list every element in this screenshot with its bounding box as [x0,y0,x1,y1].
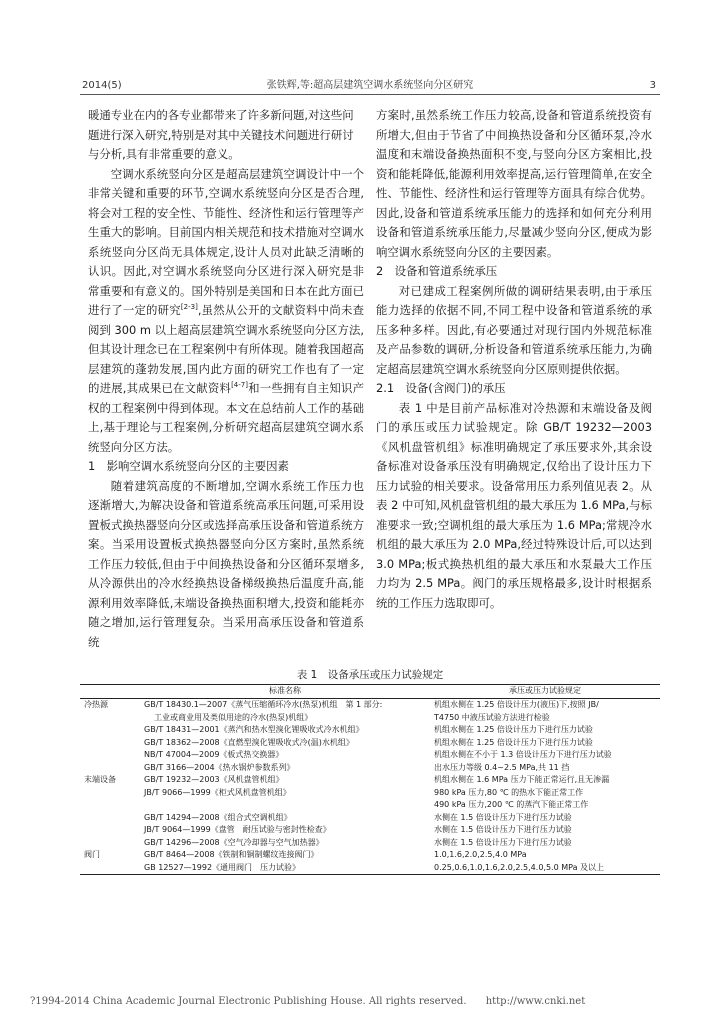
header-requirement: 承压或压力试验规定 [430,685,660,699]
cell-standard: GB/T 18430.1—2007《蒸气压缩循环冷水(热泵)机组 第 1 部分: [144,700,383,709]
cell-category [80,749,140,762]
cell-category: 末端设备 [84,775,116,784]
citation: [2-3] [180,303,198,312]
cell-standard: 工业或商业用及类似用途的冷水(热泵)机组》 [154,712,313,722]
cell-requirement: 机组水侧在 1.25 倍设计压力(液压)下,按照 JB/ [434,700,599,709]
cell-requirement: 水侧在 1.5 倍设计压力下进行压力试验 [434,837,572,847]
copyright-text: ?1994-2014 China Academic Journal Electronic Publishing House. All rights reserved. [30,996,467,1007]
cell-standard: GB/T 14296—2008《空气冷却器与空气加热器》 [144,837,324,847]
cell-standard: GB/T 14294—2008《组合式空调机组》 [144,812,292,822]
header-standard: 标准名称 [140,685,430,699]
cell-category [80,737,140,750]
table-row [80,824,660,837]
page-number: 3 [649,80,656,91]
cell-category [80,712,140,725]
table-header-row [80,685,660,699]
running-header [80,78,660,95]
running-title: 张铁辉,等:超高层建筑空调水系统竖向分区研究 [266,80,474,91]
table-row [80,837,660,850]
cell-requirement: 机组水侧在 1.25 倍设计压力下进行压力试验 [434,737,593,747]
right-column [376,106,652,613]
section-heading: 1 影响空调水系统竖向分区的主要因素 [88,459,289,473]
footer-url: http://www.cnki.net [485,996,586,1007]
paragraph: 表 1 中是目前产品标准对冷热源和末端设备及阀门的承压或压力试验规定。除 GB/T 19232—2003《风机盘管机组》标准明确规定了承压要求外,其余设备标准对设备承压没有明确规定,仅给出了设计压力下压力试验的相关要求。设备常用压力系列值见表 2。从表 2 中可知,风机盘管机组的最大承压为 1.6 MPa,与标准要求一致;空调机组的最大承压为 1.6 MPa;常规冷水机组的最大承压为 2.0 MPa,经过特殊设计后,可以达到 3.0 MPa;板式换热机组的最大承压和水泵最大工作压力均为 2.5 MPa。阀门的承压规格最多,设计时根据系统的工作压力选取即可。 [376,400,652,610]
cell-category: 阀门 [84,850,100,859]
paragraph-continued: 暖通专业在内的各专业都带来了许多新问题,对这些问题进行深入研究,特别是对其中关键技术问题进行研讨与分析,具有非常重要的意义。 [88,108,354,161]
cell-requirement: 机组水侧在 1.25 倍设计压力下进行压力试验 [434,725,593,734]
cell-standard: GB/T 18431—2001《蒸汽和热水型溴化锂吸收式冷水机组》 [144,725,364,734]
cell-category: 冷热源 [84,700,108,709]
cell-category [80,799,140,812]
cell-standard: JB/T 9064—1999《盘管 耐压试验与密封性检查》 [144,825,331,834]
cell-standard: GB/T 19232—2003《风机盘管机组》 [144,775,284,784]
table-row [80,724,660,737]
cell-category [80,787,140,800]
cell-category [80,812,140,825]
table-caption: 表 1 设备承压或压力试验规定 [296,669,444,681]
cell-standard: JB/T 9066—1999《柜式风机盘管机组》 [144,787,291,797]
left-column [88,106,364,652]
paragraph [88,165,364,458]
table-row [80,712,660,725]
cell-category [80,762,140,775]
cell-requirement: 机组水侧在不小于 1.3 倍设计压力下进行压力试验 [434,750,612,759]
paragraph: 随着建筑高度的不断增加,空调水系统工作压力也逐渐增大,为解决设备和管道系统高承压问题,可采用设置板式换热器竖向分区或选择高承压设备和管道系统方案。当采用设置板式换热器竖向分区方案时,虽然系统工作压力较低,但由于中间换热设备和分区循环泵增多,从冷源供出的冷水经换热设备梯级换热后温度升高,能源利用效率降低,末端设备换热面积增大,投资和能耗亦随之增加,运行管理复杂。当采用高承压设备和管道系统 [88,478,364,649]
cell-requirement: 980 kPa 压力,80 ℃ 的热水下能正常工作 [434,787,584,797]
cell-standard [140,799,430,812]
standards-table [80,684,660,875]
header-category [80,685,140,699]
cell-standard: GB 12527—1992《通用阀门 压力试验》 [140,862,430,875]
table-row [80,849,660,862]
paragraph-continued: 方案时,虽然系统工作压力较高,设备和管道系统投资有所增大,但由于节省了中间换热设备和分区循环泵,冷水温度和末端设备换热面积不变,与竖向分区方案相比,投资和能耗降低,能源利用效率提高,运行管理简单,在安全性、节能性、经济性和运行管理等方面具有综合优势。因此,设备和管道系统承压能力的选择和如何充分利用设备和管道系统承压能力,尽量减少竖向分区,便成为影响空调水系统竖向分区的主要因素。 [376,108,652,259]
table-row [80,749,660,762]
copyright-footer [30,996,724,1007]
cell-category [80,862,140,875]
table-row [80,862,660,875]
cell-category [80,824,140,837]
table-row [80,699,660,712]
paragraph: 对已建成工程案例所做的调研结果表明,由于承压能力选择的依据不同,不同工程中设备和管道系统的承压多种多样。因此,有必要通过对现行国内外规范标准及产品参数的调研,分析设备和管道系统承压能力,为确定超高层建筑空调水系统竖向分区原则提供依据。 [376,283,652,376]
table-row [80,799,660,812]
table-row [80,762,660,775]
cell-requirement: 水侧在 1.5 倍设计压力下进行压力试验 [434,812,572,822]
paragraph-text: ,虽然从公开的文献资料中尚未查阅到 300 m 以上超高层建筑空调水系统竖向分区方法,但其设计理念已在工程案例中有所体现。随着我国超高层建筑的蓬勃发展,国内此方面的研究工作也有了一定的进展,其成果已在文献资料 [88,303,364,395]
cell-requirement: 0.25,0.6,1.0,1.6,2.0,2.5,4.0,5.0 MPa 及以上 [430,862,660,875]
table-row [80,812,660,825]
cell-requirement: 1.0,1.6,2.0,2.5,4.0 MPa [434,850,527,859]
citation: [4-7] [231,381,248,390]
cell-category [80,837,140,850]
cell-requirement: T4750 中液压试验方法进行检验 [434,712,550,722]
issue-number: 2014(5) [82,80,122,91]
cell-requirement: 机组水侧在 1.6 MPa 压力下能正常运行,且无渗漏 [434,775,610,784]
paragraph-text: 和一些拥有自主知识产权的工程案例中得到体现。本文在总结前人工作的基础上,基于理论与工程案例,分析研究超高层建筑空调水系统竖向分区方法。 [88,381,364,454]
cell-category [80,724,140,737]
subsection-heading: 2.1 设备(含阀门)的承压 [376,381,506,395]
paragraph-text: 空调水系统竖向分区是超高层建筑空调设计中一个非常关键和重要的环节,空调水系统竖向分区是否合理,将会对工程的安全性、节能性、经济性和运行管理等产生重大的影响。目前国内相关规范和技术措施对空调水系统竖向分区尚无具体规定,设计人员对此缺乏清晰的认识。因此,对空调水系统竖向分区进行深入研究是非常重要和有意义的。国外特别是美国和日本在此方面已进行了一定的研究 [88,166,364,317]
cell-standard: NB/T 47004—2009《板式热交换器》 [144,750,284,759]
cell-requirement: 490 kPa 压力,200 ℃ 的蒸汽下能正常工作 [434,800,589,809]
cell-standard: GB/T 3166—2004《热水锅炉参数系列》 [144,762,295,772]
table-row [80,737,660,750]
section-heading: 2 设备和管道系统承压 [376,264,498,278]
cell-standard: GB/T 8464—2008《铁制和铜制螺纹连接阀门》 [144,850,319,859]
cell-requirement: 出水压力等级 0.4~2.5 MPa,共 11 挡 [434,762,570,772]
table-row [80,774,660,787]
cell-requirement: 水侧在 1.5 倍设计压力下进行压力试验 [434,825,572,834]
table-row [80,787,660,800]
cell-standard: GB/T 18362—2008《直燃型溴化锂吸收式冷(温)水机组》 [144,737,354,747]
